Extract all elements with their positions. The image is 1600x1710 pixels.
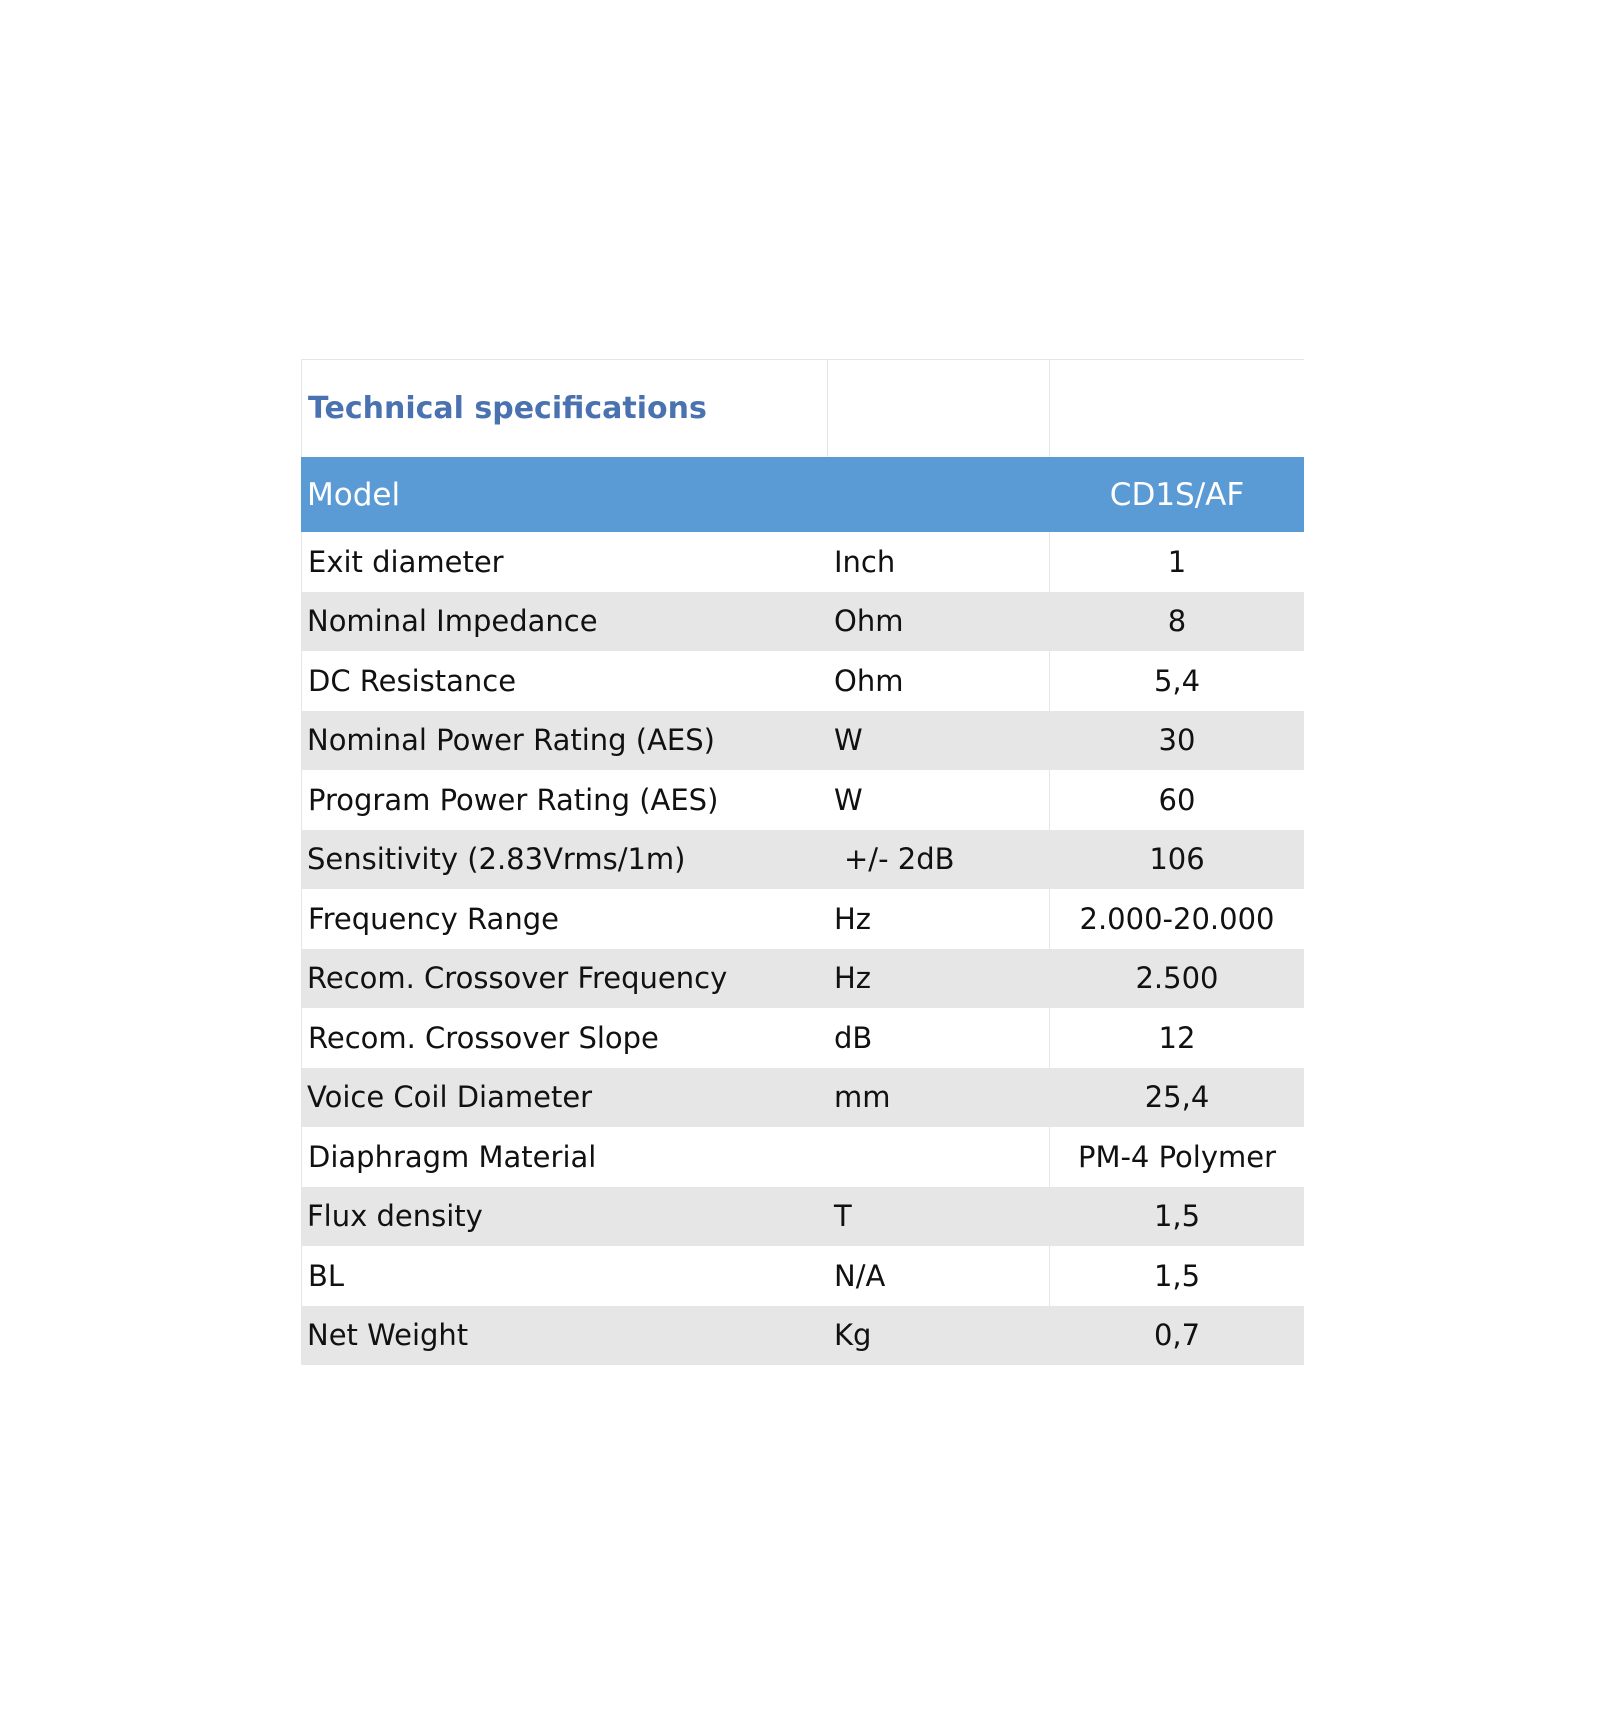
spec-value: 0,7	[1153, 1318, 1201, 1353]
table-row	[301, 592, 1304, 652]
spec-value: 60	[1158, 782, 1196, 817]
title-empty-cell	[828, 359, 1050, 457]
header-empty-cell	[828, 457, 1050, 532]
spec-name: BL	[301, 1246, 828, 1306]
spec-value: 1,5	[1153, 1199, 1201, 1234]
table-row	[301, 830, 1304, 890]
spec-unit: T	[828, 1187, 1050, 1247]
table-row	[301, 532, 1304, 592]
spec-name: Net Weight	[301, 1306, 828, 1366]
table-row	[301, 711, 1304, 771]
table-row	[301, 1246, 1304, 1306]
spec-unit: N/A	[828, 1246, 1050, 1306]
table-row	[301, 1306, 1304, 1366]
spec-unit: Hz	[828, 949, 1050, 1009]
table-row	[301, 651, 1304, 711]
spec-name: Nominal Impedance	[301, 592, 828, 652]
spec-name: DC Resistance	[301, 651, 828, 711]
spec-name: Recom. Crossover Slope	[301, 1008, 828, 1068]
table-row	[301, 1008, 1304, 1068]
spec-unit: Ohm	[828, 592, 1050, 652]
spec-name: Flux density	[301, 1187, 828, 1247]
spec-name: Voice Coil Diameter	[301, 1068, 828, 1128]
spec-name: Recom. Crossover Frequency	[301, 949, 828, 1009]
title-empty-cell	[1050, 359, 1304, 457]
spec-unit: mm	[828, 1068, 1050, 1128]
spec-unit: Kg	[828, 1306, 1050, 1366]
spec-value: 5,4	[1153, 663, 1201, 698]
spec-unit: W	[828, 770, 1050, 830]
table-row	[301, 770, 1304, 830]
spec-unit: Inch	[828, 532, 1050, 592]
header-value: CD1S/AF	[1109, 476, 1245, 513]
header-row	[301, 457, 1304, 532]
spec-unit: W	[828, 711, 1050, 771]
spec-value: 2.500	[1135, 961, 1219, 996]
spec-value: PM-4 Polymer	[1077, 1139, 1277, 1174]
spec-value: 1	[1167, 544, 1187, 579]
spec-name: Frequency Range	[301, 889, 828, 949]
spec-name: Program Power Rating (AES)	[301, 770, 828, 830]
header-label: Model	[307, 476, 401, 513]
spec-value: 12	[1158, 1020, 1196, 1055]
spec-table	[301, 359, 1304, 1365]
table-row	[301, 1127, 1304, 1187]
spec-name: Sensitivity (2.83Vrms/1m)	[301, 830, 828, 890]
table-row	[301, 949, 1304, 1009]
table-row	[301, 1068, 1304, 1128]
spec-unit: dB	[828, 1008, 1050, 1068]
table-row	[301, 1187, 1304, 1247]
spec-name: Nominal Power Rating (AES)	[301, 711, 828, 771]
spec-value: 106	[1149, 842, 1205, 877]
spec-name: Exit diameter	[301, 532, 828, 592]
spec-value: 2.000-20.000	[1079, 901, 1275, 936]
spec-value: 8	[1167, 604, 1187, 639]
spec-value: 1,5	[1153, 1258, 1201, 1293]
spec-unit	[828, 1127, 1050, 1187]
spec-name: Diaphragm Material	[301, 1127, 828, 1187]
spec-value: 25,4	[1144, 1080, 1210, 1115]
spec-unit: Hz	[828, 889, 1050, 949]
spec-unit: Ohm	[828, 651, 1050, 711]
spec-value: 30	[1158, 723, 1196, 758]
table-row	[301, 889, 1304, 949]
title-row	[301, 359, 1304, 457]
table-title: Technical specifications	[301, 359, 828, 457]
spec-unit: +/- 2dB	[828, 830, 1050, 890]
